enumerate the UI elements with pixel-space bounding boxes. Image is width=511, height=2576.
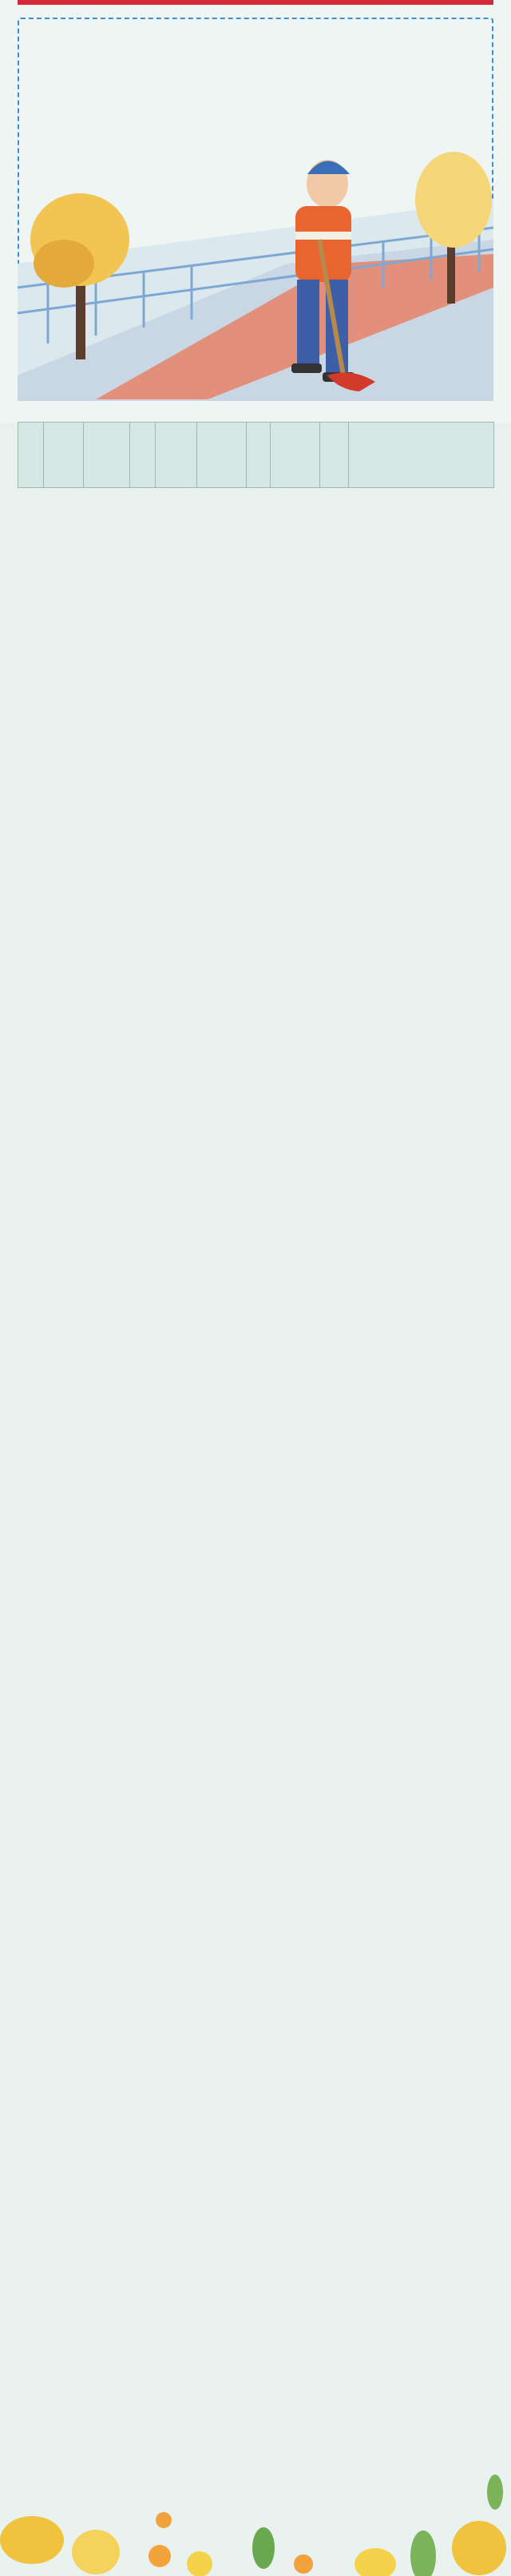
col-header-work-start <box>197 423 247 488</box>
col-header-gender <box>130 423 156 488</box>
footer <box>0 2444 511 2576</box>
header-poster <box>0 0 511 423</box>
col-header-unit <box>349 423 494 488</box>
col-header-index <box>18 423 44 488</box>
col-header-city <box>44 423 84 488</box>
col-header-name <box>84 423 130 488</box>
col-header-birth <box>156 423 197 488</box>
col-header-ethnicity <box>247 423 271 488</box>
table-header-row <box>18 423 494 488</box>
col-header-political <box>271 423 320 488</box>
col-header-education <box>320 423 349 488</box>
street-sweeper-illustration <box>0 0 511 423</box>
roster-table <box>18 422 494 488</box>
footer-flowers-illustration <box>0 2444 511 2576</box>
roster-table-wrap <box>18 422 493 488</box>
